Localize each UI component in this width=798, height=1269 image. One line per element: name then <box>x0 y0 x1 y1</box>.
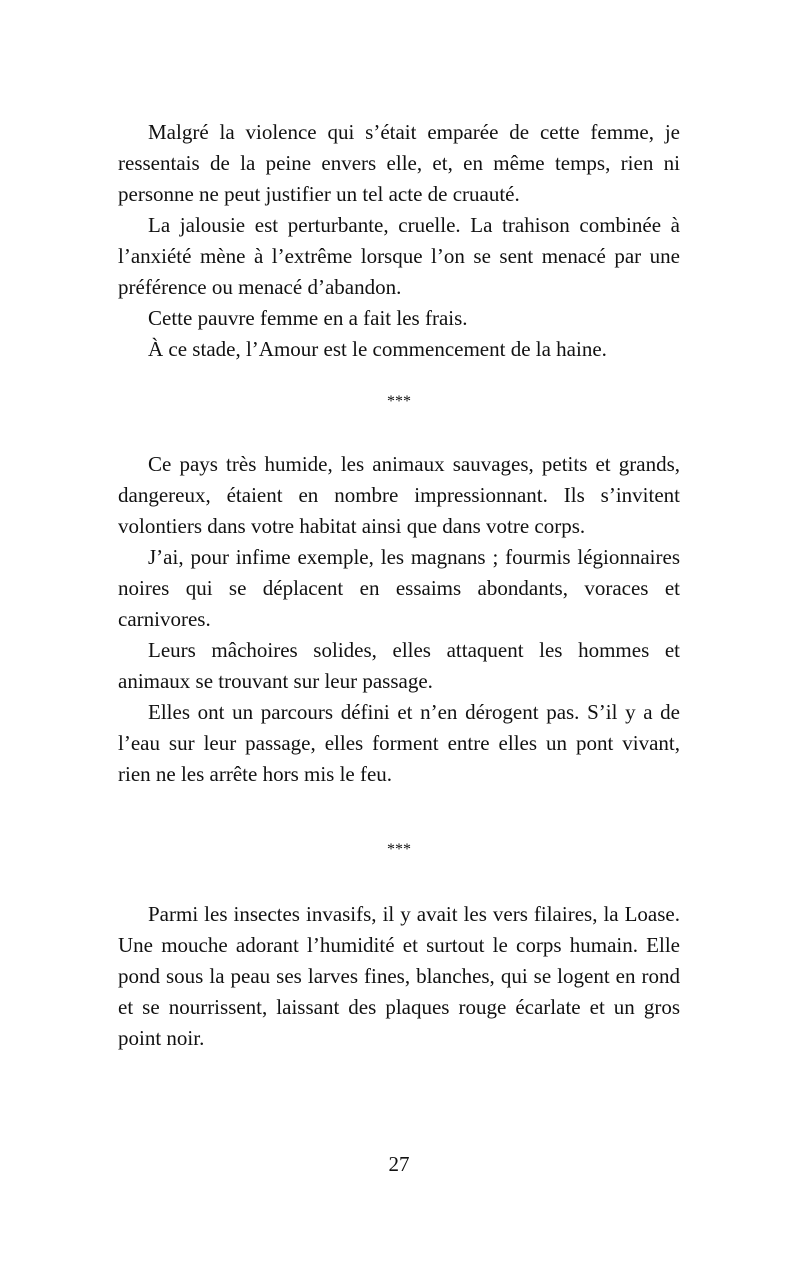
paragraph: Ce pays très humide, les animaux sauvages, petits et grands, dangereux, étaient en nombre impressionnant. Ils s’invitent volontiers dans votre habitat ainsi que dans votre corps. <box>118 452 680 538</box>
text-section-1 <box>118 117 680 365</box>
paragraph: Elles ont un parcours défini et n’en dérogent pas. S’il y a de l’eau sur leur passage, elles forment entre elles un pont vivant, rien ne les arrête hors mis le feu. <box>118 700 680 786</box>
text-section-3 <box>118 899 680 1054</box>
paragraph: Cette pauvre femme en a fait les frais. <box>148 306 468 330</box>
paragraph: J’ai, pour infime exemple, les magnans ; fourmis légionnaires noires qui se déplacent en essaims abondants, voraces et carnivores. <box>118 545 680 631</box>
section-separator: *** <box>387 841 411 858</box>
paragraph: La jalousie est perturbante, cruelle. La trahison combinée à l’anxiété mène à l’extrême lorsque l’on se sent menacé par une préférence ou menacé d’abandon. <box>118 213 680 299</box>
paragraph: Malgré la violence qui s’était emparée de cette femme, je ressentais de la peine envers elle, et, en même temps, rien ni personne ne peut justifier un tel acte de cruauté. <box>118 120 680 206</box>
section-separator: *** <box>387 393 411 410</box>
text-section-2 <box>118 449 680 790</box>
paragraph: Leurs mâchoires solides, elles attaquent les hommes et animaux se trouvant sur leur passage. <box>118 638 680 693</box>
page-number: 27 <box>388 1152 410 1176</box>
paragraph: À ce stade, l’Amour est le commencement de la haine. <box>148 337 607 361</box>
paragraph: Parmi les insectes invasifs, il y avait les vers filaires, la Loase. Une mouche adorant l’humidité et surtout le corps humain. Elle pond sous la peau ses larves fines, blanches, qui se logent en rond et se nourrissent, laissant des plaques rouge écarlate et un gros point noir. <box>118 902 680 1050</box>
